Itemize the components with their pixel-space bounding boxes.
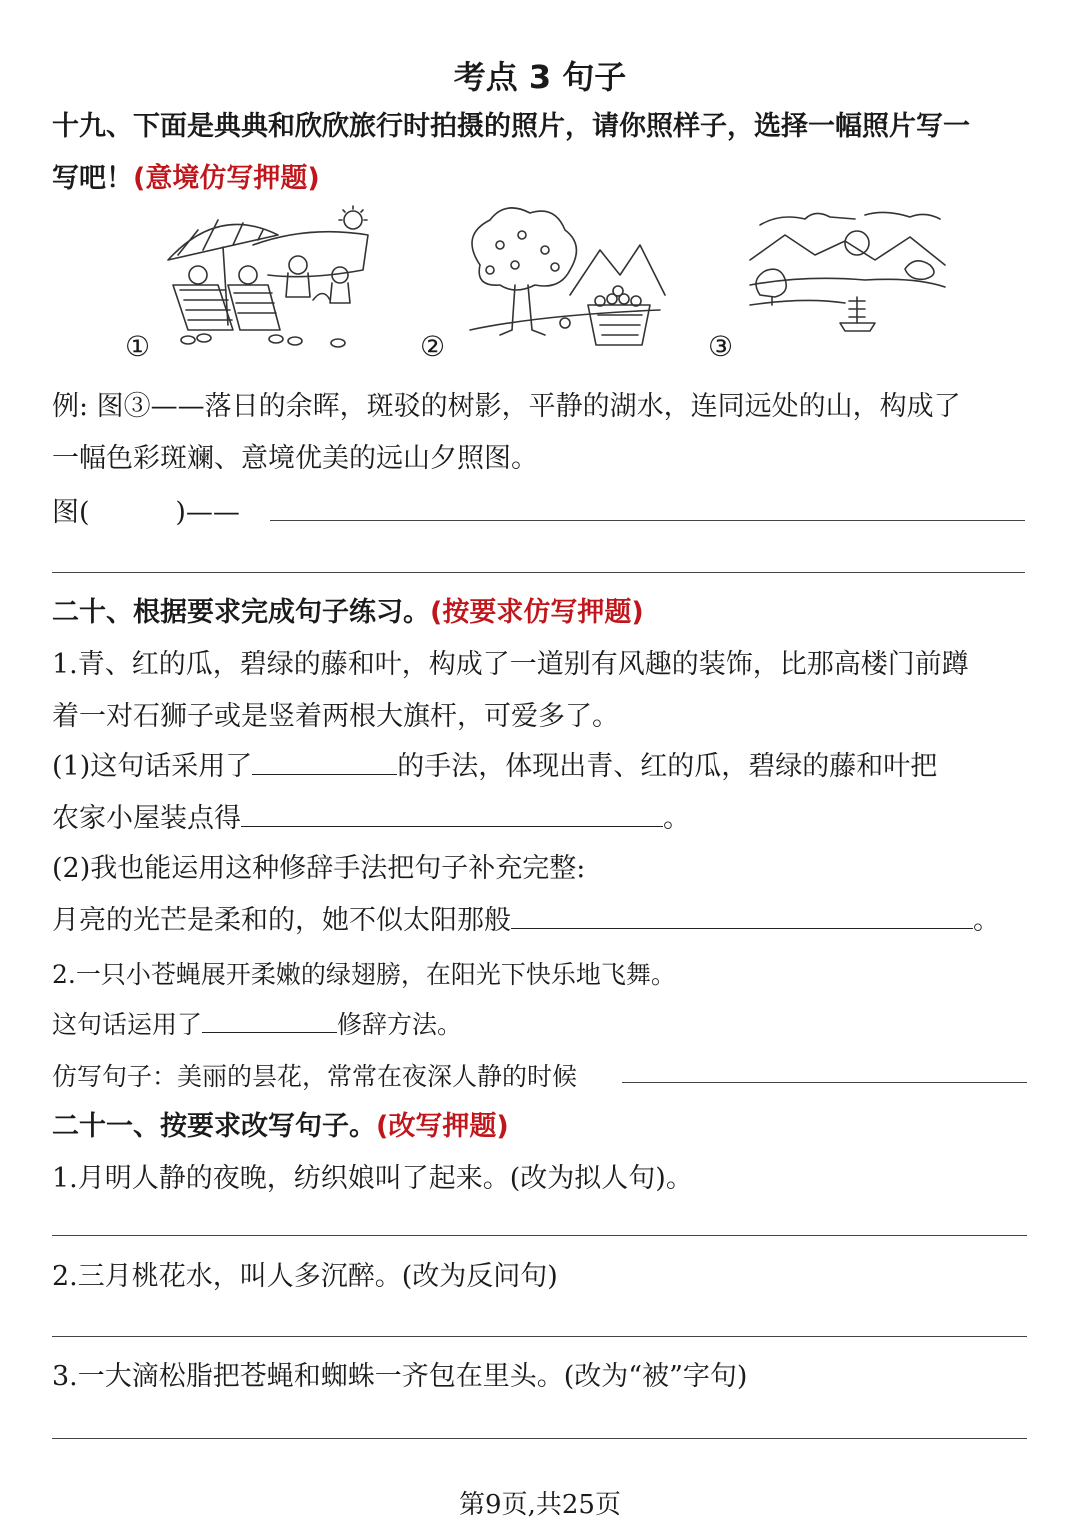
picture-2-number: ② — [420, 330, 446, 363]
picture-3-number: ③ — [708, 330, 734, 363]
q21-tag: (改写押题) — [376, 1111, 509, 1142]
q19-answer-line-2[interactable] — [52, 572, 1025, 573]
q20-sub1-row — [52, 744, 937, 783]
q20-sub2: (2)我也能运用这种修辞手法把句子补充完整: — [52, 853, 586, 884]
q20-imitate-line[interactable] — [622, 1082, 1027, 1083]
q19-example-line2: 一幅色彩斑斓、意境优美的远山夕照图。 — [52, 443, 538, 474]
q19-answer-prefix: 图( )—— — [52, 497, 240, 528]
q20-item1-line2: 着一对石狮子或是竖着两根大旗杆，可爱多了。 — [52, 701, 619, 732]
q19-example-line1: 例: 图③——落日的余晖，斑驳的树影，平静的湖水，连同远处的山，构成了 — [52, 391, 961, 422]
q19-answer-line-1[interactable] — [270, 520, 1025, 521]
q21-answer-line-1[interactable] — [52, 1235, 1027, 1236]
q20-item2-row — [52, 1005, 462, 1041]
q20-blank-decorated[interactable] — [241, 802, 663, 827]
q20-sub1-b: 的手法，体现出青、红的瓜，碧绿的藤和叶把 — [397, 751, 938, 782]
q20-heading: 二十、根据要求完成句子练习。 — [52, 597, 430, 628]
q20-item2-b: 修辞方法。 — [337, 1010, 463, 1039]
q21-item3: 3.一大滴松脂把苍蝇和蜘蛛一齐包在里头。(改为“被”字句) — [52, 1361, 748, 1392]
q21-heading-row — [52, 1104, 509, 1143]
sunset-mountain-lake-icon — [745, 205, 950, 345]
q20-sub1-a: (1)这句话采用了 — [52, 751, 253, 782]
q21-item1: 1.月明人静的夜晚，纺织娘叫了起来。(改为拟人句)。 — [52, 1163, 693, 1194]
page-footer: 第9页,共25页 — [459, 1490, 621, 1520]
q20-item2-imitate: 仿写句子：美丽的昙花，常常在夜深人静的时候 — [52, 1062, 578, 1091]
q20-sub2-row — [52, 898, 1000, 937]
page-title: 考点 3 句子 — [453, 58, 627, 96]
fruit-tree-scene-icon — [460, 205, 670, 355]
q19-heading: 十九、下面是典典和欣欣旅行时拍摄的照片，请你照样子，选择一幅照片写一 — [52, 111, 970, 142]
q20-blank-moon[interactable] — [511, 904, 973, 929]
beach-scene-icon — [158, 205, 388, 355]
q20-sub2-line: 月亮的光芒是柔和的，她不似太阳那般 — [52, 905, 511, 936]
q20-tag: (按要求仿写押题) — [430, 597, 644, 628]
q21-heading: 二十一、按要求改写句子。 — [52, 1111, 376, 1142]
q20-sub2-end: 。 — [973, 905, 1000, 936]
picture-1-number: ① — [125, 330, 151, 363]
q20-sub1-row2 — [52, 796, 690, 835]
q21-answer-line-2[interactable] — [52, 1336, 1027, 1337]
q20-heading-row — [52, 590, 644, 629]
q21-answer-line-3[interactable] — [52, 1438, 1027, 1439]
q21-item2: 2.三月桃花水，叫人多沉醉。(改为反问句) — [52, 1261, 558, 1292]
q19-tag: (意境仿写押题) — [133, 163, 320, 194]
q20-blank-rhetoric[interactable] — [202, 1008, 337, 1033]
q19-heading-cont-text: 写吧！ — [52, 163, 133, 194]
q20-sub1-end: 。 — [663, 803, 690, 834]
q19-heading-cont — [52, 156, 320, 195]
q20-item2-a: 这句话运用了 — [52, 1010, 203, 1039]
q20-item2: 2.一只小苍蝇展开柔嫩的绿翅膀，在阳光下快乐地飞舞。 — [52, 960, 676, 989]
q20-blank-technique[interactable] — [252, 750, 397, 775]
q20-item1-line1: 1.青、红的瓜，碧绿的藤和叶，构成了一道别有风趣的装饰，比那高楼门前蹲 — [52, 649, 969, 680]
q20-sub1-c: 农家小屋装点得 — [52, 803, 241, 834]
